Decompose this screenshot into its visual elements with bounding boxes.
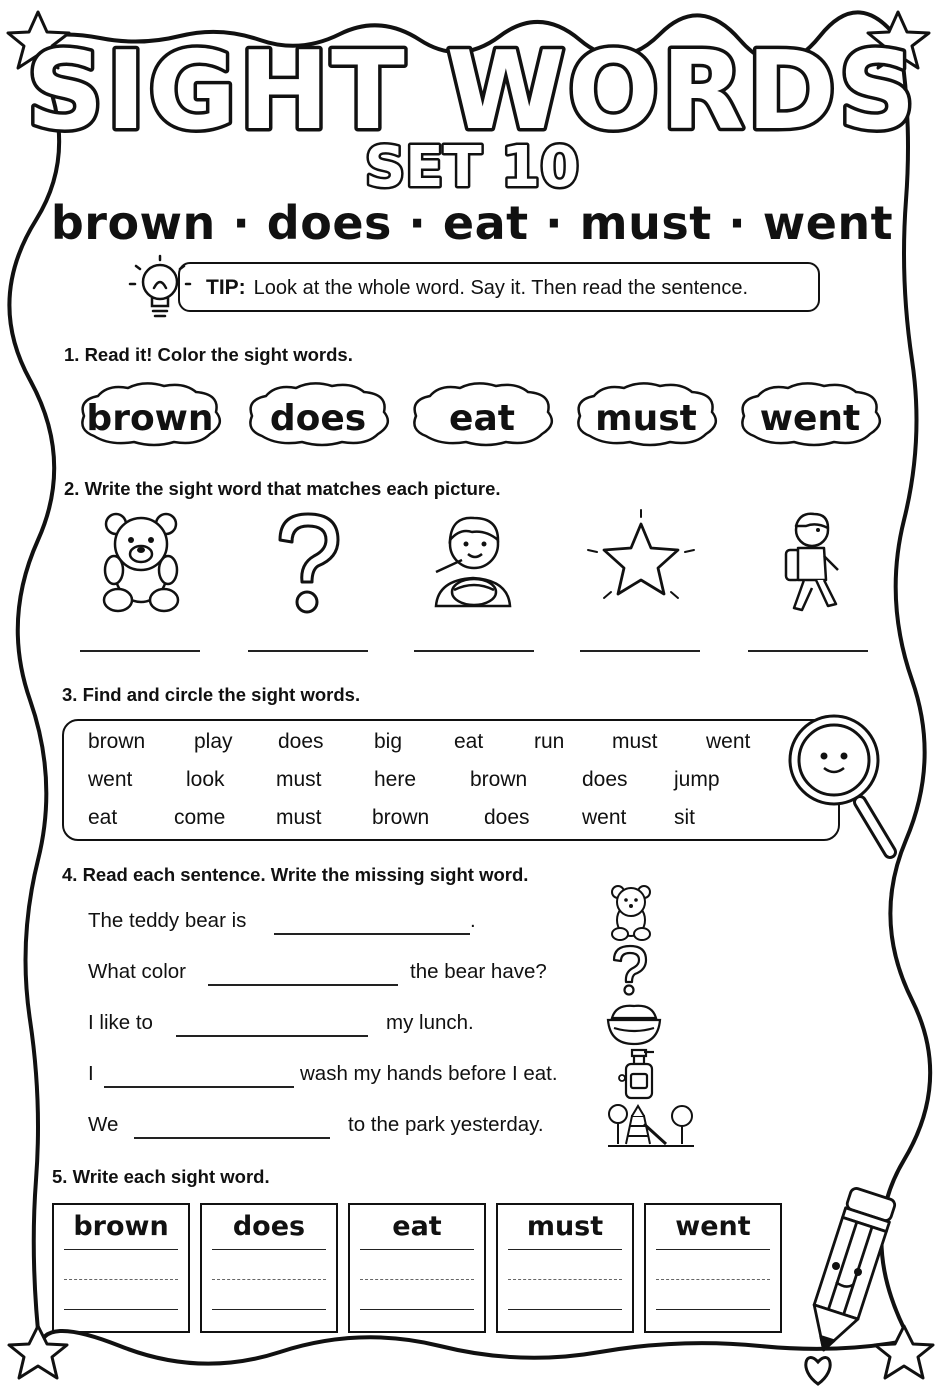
section1-heading: 1. Read it! Color the sight words. [64, 344, 353, 365]
blank-line[interactable] [134, 1137, 330, 1139]
writing-line[interactable] [360, 1309, 474, 1310]
tracing-line[interactable] [212, 1279, 326, 1280]
find-word[interactable]: look [186, 768, 225, 791]
word-card [644, 1203, 782, 1333]
find-word[interactable]: brown [470, 768, 528, 791]
blank-line[interactable] [104, 1086, 294, 1088]
answer-line[interactable] [748, 650, 868, 652]
sentence-end: . [470, 909, 476, 932]
cloud-word[interactable] [406, 380, 558, 448]
find-word[interactable]: must [612, 730, 658, 753]
card-top-line [360, 1249, 474, 1250]
section2-heading: 2. Write the sight word that matches each picture. [64, 478, 501, 499]
card-top-line [656, 1249, 770, 1250]
card-word: does [232, 1211, 306, 1242]
find-word[interactable]: run [534, 730, 565, 753]
cloud-word[interactable] [74, 380, 226, 448]
sentence-end: my lunch. [386, 1011, 474, 1034]
cloud-word[interactable] [242, 380, 394, 448]
pencil-icon [796, 1184, 902, 1360]
answer-line[interactable] [248, 650, 368, 652]
answer-line[interactable] [414, 650, 534, 652]
word-card [496, 1203, 634, 1333]
find-word[interactable]: must [276, 768, 322, 791]
question-mark-icon [610, 944, 650, 996]
card-top-line [64, 1249, 178, 1250]
find-word[interactable]: come [174, 806, 226, 829]
find-word[interactable]: jump [674, 768, 720, 791]
section5-heading: 5. Write each sight word. [52, 1166, 270, 1187]
find-word[interactable]: eat [88, 806, 118, 829]
soap-bottle-icon [618, 1048, 658, 1100]
boy-walking-icon [776, 508, 848, 616]
sentence-end: to the park yesterday. [348, 1113, 544, 1136]
cloud-label: went [759, 398, 861, 439]
star-icon [586, 510, 696, 606]
sentence-end: the bear have? [410, 960, 547, 983]
section4-heading: 4. Read each sentence. Write the missing sight word. [62, 864, 529, 885]
find-word[interactable]: went [88, 768, 133, 791]
find-word[interactable]: went [582, 806, 627, 829]
sentence-start: What color [88, 960, 186, 983]
tip-box [178, 262, 820, 312]
find-word[interactable]: does [484, 806, 530, 829]
tracing-line[interactable] [656, 1279, 770, 1280]
word-card [200, 1203, 338, 1333]
card-word: eat [392, 1211, 442, 1242]
cloud-word[interactable] [734, 380, 886, 448]
blank-line[interactable] [208, 984, 398, 986]
card-top-line [508, 1249, 622, 1250]
sentence-start: I [88, 1062, 94, 1085]
page-title [26, 20, 918, 200]
section3-heading: 3. Find and circle the sight words. [62, 684, 361, 705]
writing-line[interactable] [212, 1309, 326, 1310]
teddy-bear-icon [608, 884, 654, 942]
find-word[interactable]: sit [674, 806, 695, 829]
find-word[interactable]: big [374, 730, 403, 753]
answer-line[interactable] [580, 650, 700, 652]
sentence-start: We [88, 1113, 119, 1136]
answer-line[interactable] [80, 650, 200, 652]
find-word[interactable]: does [278, 730, 324, 753]
title-text: SIGHT WORDS [26, 29, 918, 154]
find-word[interactable]: play [194, 730, 233, 753]
cloud-word[interactable] [570, 380, 722, 448]
tip-label: TIP: [206, 276, 246, 299]
writing-line[interactable] [508, 1309, 622, 1310]
subtitle-text: SET 10 [364, 135, 580, 200]
heart-icon [806, 1358, 830, 1384]
find-word[interactable]: brown [372, 806, 430, 829]
tracing-line[interactable] [64, 1279, 178, 1280]
word-card [52, 1203, 190, 1333]
magnifying-glass-icon [786, 710, 906, 864]
teddy-bear-icon [96, 510, 186, 616]
blank-line[interactable] [176, 1035, 368, 1037]
tip-message: Look at the whole word. Say it. Then read the sentence. [253, 277, 749, 299]
cloud-label: eat [449, 398, 515, 439]
find-word[interactable]: does [582, 768, 628, 791]
find-word[interactable]: must [276, 806, 322, 829]
question-mark-icon [272, 510, 344, 618]
sentence-start: The teddy bear is [88, 909, 247, 932]
find-word[interactable]: brown [88, 730, 146, 753]
find-word[interactable]: eat [454, 730, 484, 753]
word-card [348, 1203, 486, 1333]
find-word[interactable]: here [374, 768, 417, 791]
card-top-line [212, 1249, 326, 1250]
cloud-label: must [595, 398, 697, 439]
tracing-line[interactable] [360, 1279, 474, 1280]
cloud-label: brown [86, 398, 214, 439]
card-word: went [675, 1211, 751, 1242]
word-list: brown · does · eat · must · went [50, 196, 894, 250]
park-icon [606, 1100, 696, 1152]
card-word: brown [73, 1211, 169, 1242]
boy-eating-icon [428, 510, 518, 608]
writing-line[interactable] [64, 1309, 178, 1310]
writing-line[interactable] [656, 1309, 770, 1310]
bowl-icon [606, 998, 662, 1048]
tracing-line[interactable] [508, 1279, 622, 1280]
cloud-label: does [269, 398, 367, 439]
sentence-end: wash my hands before I eat. [300, 1062, 558, 1085]
sentence-start: I like to [88, 1011, 153, 1034]
blank-line[interactable] [274, 933, 470, 935]
tip-text [206, 276, 748, 300]
find-word[interactable]: went [706, 730, 751, 753]
card-word: must [526, 1211, 604, 1242]
